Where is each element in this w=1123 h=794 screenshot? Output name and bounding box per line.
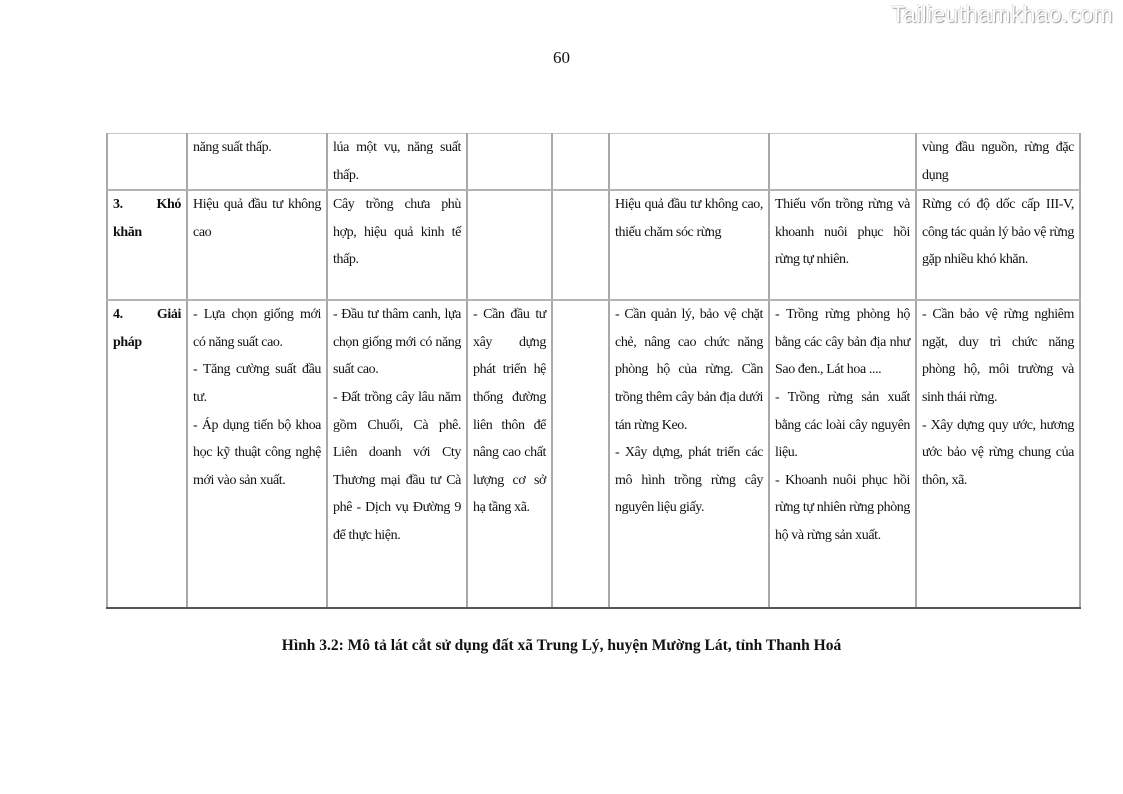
cell-paragraph: - Trồng rừng sản xuất bằng các loài cây nguyên liệu. bbox=[775, 389, 910, 461]
cell-paragraph: - Lựa chọn giống mới có năng suất cao. bbox=[193, 307, 321, 350]
table-cell bbox=[327, 300, 467, 608]
cell-paragraph: - Đất trồng cây lâu năm gồm Chuối, Cà phê. Liên doanh với Cty Thương mại đầu tư Cà phê - Dịch vụ Đường 9 để thực hiện. bbox=[333, 389, 461, 543]
cell-paragraph: - Khoanh nuôi phục hồi rừng tự nhiên rừng phòng hộ và rừng sản xuất. bbox=[775, 472, 910, 543]
table-row-continued bbox=[107, 134, 1080, 191]
figure-caption: Hình 3.2: Mô tả lát cắt sử dụng đất xã Trung Lý, huyện Mường Lát, tỉnh Thanh Hoá bbox=[281, 637, 842, 654]
cell-paragraph: - Cần đầu tư xây dựng phát triển hệ thống đường liên thôn để nâng cao chất lượng cơ sở hạ tầng xã. bbox=[473, 307, 546, 516]
row-header: 4. Giải pháp bbox=[107, 300, 187, 608]
cell-paragraph: - Xây dựng, phát triển các mô hình trồng rừng cây nguyên liệu giấy. bbox=[615, 445, 763, 516]
row-header: 3. Khó khăn bbox=[107, 190, 187, 300]
table-cell bbox=[609, 300, 769, 608]
table-cell bbox=[552, 300, 609, 608]
table-cell bbox=[467, 190, 552, 300]
table-row-solutions bbox=[107, 300, 1080, 608]
table-cell: Hiệu quả đầu tư không cao, thiếu chăm sóc rừng bbox=[609, 190, 769, 300]
table-cell bbox=[552, 134, 609, 191]
table-cell: lúa một vụ, năng suất thấp. bbox=[327, 134, 467, 191]
cell-paragraph: - Xây dựng quy ước, hương ước bảo vệ rừng chung của thôn, xã. bbox=[922, 417, 1074, 488]
row-header bbox=[107, 134, 187, 191]
table-row-difficulties bbox=[107, 190, 1080, 300]
table-cell: Hiệu quả đầu tư không cao bbox=[187, 190, 327, 300]
cell-paragraph: - Đầu tư thâm canh, lựa chọn giống mới có năng suất cao. bbox=[333, 307, 461, 378]
cell-paragraph: - Cần quản lý, bảo vệ chặt chẻ, nâng cao chức năng phòng hộ của rừng. Cần trồng thêm cây bản địa dưới tán rừng Keo. bbox=[615, 307, 763, 433]
table-cell: Rừng có độ dốc cấp III-V, công tác quản lý bảo vệ rừng gặp nhiều khó khăn. bbox=[916, 190, 1080, 300]
cell-paragraph: - Trồng rừng phòng hộ bằng các cây bản địa như Sao đen., Lát hoa .... bbox=[775, 307, 910, 378]
land-use-transect-table bbox=[106, 133, 1081, 609]
table-cell bbox=[552, 190, 609, 300]
table-cell bbox=[187, 300, 327, 608]
table-cell: năng suất thấp. bbox=[187, 134, 327, 191]
page-number: 60 bbox=[553, 48, 570, 67]
table-cell: Cây trồng chưa phù hợp, hiệu quả kinh tế thấp. bbox=[327, 190, 467, 300]
watermark: Tailieuthamkhao.com bbox=[891, 1, 1113, 27]
table-cell bbox=[769, 300, 916, 608]
table-cell bbox=[769, 134, 916, 191]
table-cell bbox=[467, 134, 552, 191]
table-cell bbox=[467, 300, 552, 608]
table-cell: vùng đầu nguồn, rừng đặc dụng bbox=[916, 134, 1080, 191]
table-cell: Thiếu vốn trồng rừng và khoanh nuôi phục hồi rừng tự nhiên. bbox=[769, 190, 916, 300]
cell-paragraph: - Áp dụng tiến bộ khoa học kỹ thuật công nghệ mới vào sản xuất. bbox=[193, 417, 321, 488]
cell-paragraph: - Tăng cường suất đầu tư. bbox=[193, 362, 321, 405]
table-cell bbox=[609, 134, 769, 191]
table-cell bbox=[916, 300, 1080, 608]
cell-paragraph: - Cần bảo vệ rừng nghiêm ngặt, duy trì chức năng phòng hộ, môi trường và sinh thái rừng. bbox=[922, 307, 1074, 405]
